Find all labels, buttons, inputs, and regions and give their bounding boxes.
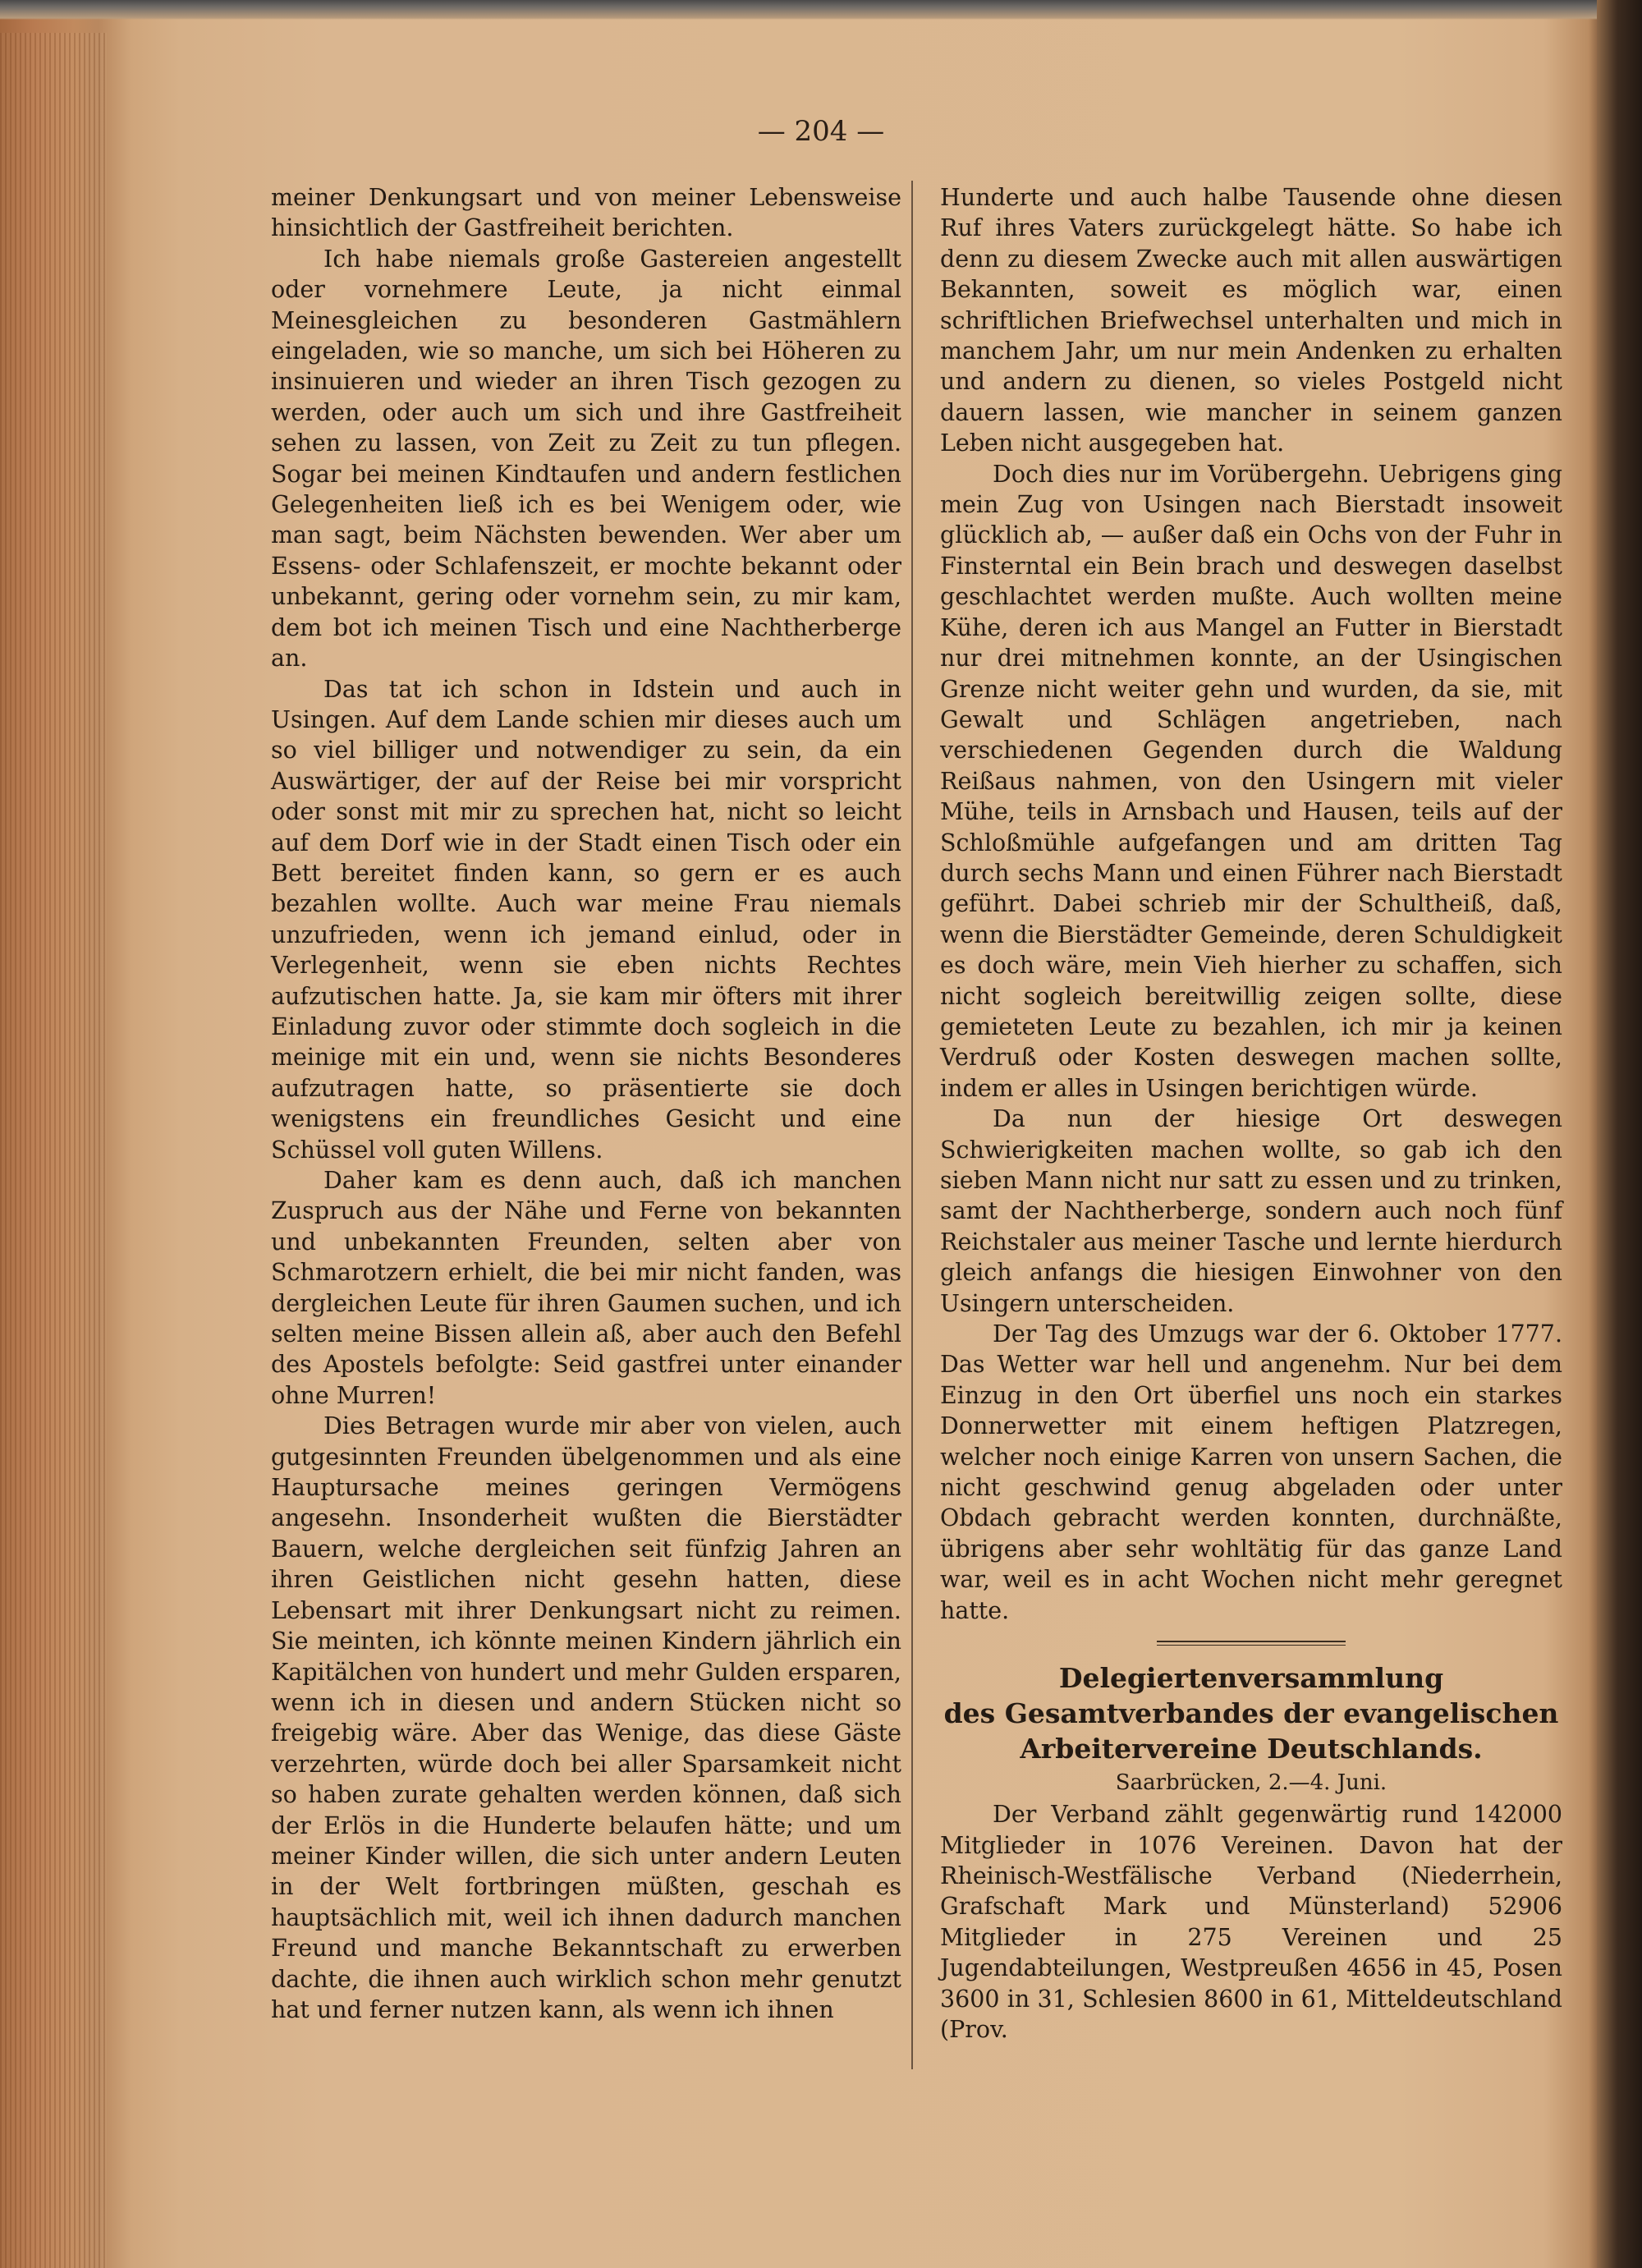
right-text-column bbox=[940, 182, 1562, 2045]
book-top-edge bbox=[0, 0, 1642, 20]
left-paragraph-3: Das tat ich schon in Idstein und auch in Usingen. Auf dem Lande schien mir dieses auch um so viel billiger und notwendiger zu sein, da ein Auswärtiger, der auf der Reise bei mir vorspricht oder sonst mit mir zu sprechen hat, nicht so leicht auf dem Dorf wie in der Stadt einen Tisch oder ein Bett bereitet finden kann, so gern er es auch bezahlen wollte. Auch war meine Frau niemals unzufrieden, wenn ich jemand einlud, oder in Verlegenheit, wenn sie eben nichts Rechtes aufzutischen hatte. Ja, sie kam mir öfters mit ihrer Einladung zuvor oder stimmte doch sogleich in die meinige mit ein und, wenn sie nichts Besonderes aufzutragen hatte, so präsentierte sie doch wenigstens ein freundliches Gesicht und eine Schüssel voll guten Willens. bbox=[271, 675, 901, 1164]
page-number: — 204 — bbox=[757, 115, 885, 148]
left-paragraph-4: Daher kam es denn auch, daß ich manchen Zuspruch aus der Nähe und Ferne von bekannten und unbekannten Freunden, selten aber von Schmarotzern erhielt, die bei mir nicht fanden, was dergleichen Leute für ihren Gaumen suchen, und ich selten meine Bissen allein aß, aber auch den Befehl des Apostels befolgte: Seid gastfrei unter einander ohne Murren! bbox=[271, 1167, 901, 1409]
left-paragraph-2: Ich habe niemals große Gastereien angestellt oder vornehmere Leute, ja nicht einmal Meinesgleichen zu besonderen Gastmählern eingeladen, wie so manche, um sich bei Höheren zu insinuieren und wieder an ihren Tisch gezogen zu werden, oder auch um sich und ihre Gastfreiheit sehen zu lassen, von Zeit zu Zeit zu tun pflegen. Sogar bei meinen Kindtaufen und andern festlichen Gelegenheiten ließ ich es bei Wenigem oder, wie man sagt, beim Nächsten bewenden. Wer aber um Essens- oder Schlafenszeit, er mochte bekannt oder unbekannt, gering oder vornehm sein, zu mir kam, dem bot ich meinen Tisch und eine Nachtherberge an. bbox=[271, 245, 901, 673]
article-dateline: Saarbrücken, 2.—4. Juni. bbox=[1115, 1770, 1387, 1796]
left-text-column bbox=[271, 182, 901, 2025]
right-paragraph-3: Da nun der hiesige Ort deswegen Schwierigkeiten machen wollte, so gab ich den sieben Mann nicht nur satt zu essen und zu trinken, samt der Nachtherberge, sondern auch noch fünf Reichstaler aus meiner Tasche und lernte hierdurch gleich anfangs die hiesigen Einwohner von den Usingern unterscheiden. bbox=[940, 1105, 1562, 1317]
article-title-line-3: Arbeitervereine Deutschlands. bbox=[1020, 1733, 1483, 1765]
article-title-line-1: Delegiertenversammlung bbox=[1058, 1662, 1444, 1695]
right-paragraph-2: Doch dies nur im Vorübergehn. Uebrigens ging mein Zug von Usingen nach Bierstadt insoweit glücklich ab, — außer daß ein Ochs von der Fuhr in Finsterntal ein Bein brach und deswegen daselbst geschlachtet werden mußte. Auch wollten meine Kühe, deren ich aus Mangel an Futter in Bierstadt nur drei mitnehmen konnte, an der Usingischen Grenze nicht weiter gehn und wurden, da sie, mit Gewalt und Schlägen angetrieben, nach verschiedenen Gegenden durch die Waldung Reißaus nahmen, von den Usingern mit vieler Mühe, teils in Arnsbach und Hausen, teils auf der Schloßmühle aufgefangen und am dritten Tag durch sechs Mann und einen Führer nach Bierstadt geführt. Dabei schrieb mir der Schultheiß, daß, wenn die Bierstädter Gemeinde, deren Schuldigkeit es doch wäre, mein Vieh hierher zu schaffen, sich nicht sogleich bereitwillig zeigen sollte, diese gemieteten Leute zu bezahlen, ich mir ja keinen Verdruß oder Kosten deswegen machen sollte, indem er alles in Usingen berichtigen würde. bbox=[940, 460, 1562, 1102]
book-binding-gutter bbox=[1597, 0, 1642, 2268]
right-paragraph-4: Der Tag des Umzugs war der 6. Oktober 1777. Das Wetter war hell und angenehm. Nur bei dem Einzug in den Ort überfiel uns noch ein starkes Donnerwetter mit einem heftigen Platzregen, welcher noch einige Karren von unsern Sachen, die nicht geschwind genug abgeladen oder unter Obdach gebracht werden konnten, durchnäßte, übrigens aber sehr wohltätig für das ganze Land war, weil es in acht Wochen nicht mehr geregnet hatte. bbox=[940, 1320, 1562, 1624]
article-separator-rule bbox=[1157, 1641, 1346, 1646]
column-divider bbox=[911, 181, 913, 2069]
article-heading bbox=[940, 1660, 1562, 1766]
article-body: Der Verband zählt gegenwärtig rund 142000 Mitglieder in 1076 Vereinen. Davon hat der Rheinisch-Westfälische Verband (Niederrhein, Grafschaft Mark und Münsterland) 52906 Mitglieder in 275 Vereinen und 25 Jugendabteilungen, Westpreußen 4656 in 45, Posen 3600 in 31, Schlesien 8600 in 61, Mitteldeutschland (Prov. bbox=[940, 1801, 1562, 2043]
book-page-stack-edge bbox=[0, 33, 107, 2268]
left-paragraph-5: Dies Betragen wurde mir aber von vielen, auch gutgesinnten Freunden übelgenommen und als eine Hauptursache meines geringen Vermögens angesehn. Insonderheit wußten die Bierstädter Bauern, welche dergleichen seit fünfzig Jahren an ihren Geistlichen nicht gesehn hatten, diese Lebensart mit ihrer Denkungsart nicht zu reimen. Sie meinten, ich könnte meinen Kindern jährlich ein Kapitälchen von hundert und mehr Gulden ersparen, wenn ich in diesen und andern Stücken nicht so freigebig wäre. Aber das Wenige, das diese Gäste verzehrten, würde doch bei aller Sparsamkeit nicht so haben zurate gehalten werden können, daß sich der Erlös in die Hunderte belaufen hätte; und um meiner Kinder willen, die sich unter andern Leuten in der Welt fortbringen müßten, geschah es hauptsächlich mit, weil ich ihnen dadurch manchen Freund und manche Bekanntschaft zu erwerben dachte, die ihnen auch wirklich schon mehr genutzt hat und ferner nutzen kann, als wenn ich ihnen bbox=[271, 1412, 901, 2023]
left-paragraph-1: meiner Denkungsart und von meiner Lebensweise hinsichtlich der Gastfreiheit berichten. bbox=[271, 184, 901, 242]
right-paragraph-1: Hunderte und auch halbe Tausende ohne diesen Ruf ihres Vaters zurückgelegt hätte. So habe ich denn zu diesem Zwecke auch mit allen auswärtigen Bekannten, soweit es möglich war, einen schriftlichen Briefwechsel unterhalten und mich in manchem Jahr, um nur mein Andenken zu erhalten und andern zu dienen, so vieles Postgeld nicht dauern lassen, wie mancher in seinem ganzen Leben nicht ausgegeben hat. bbox=[940, 184, 1562, 457]
article-title-line-2: des Gesamtverbandes der evangelischen bbox=[943, 1697, 1559, 1730]
